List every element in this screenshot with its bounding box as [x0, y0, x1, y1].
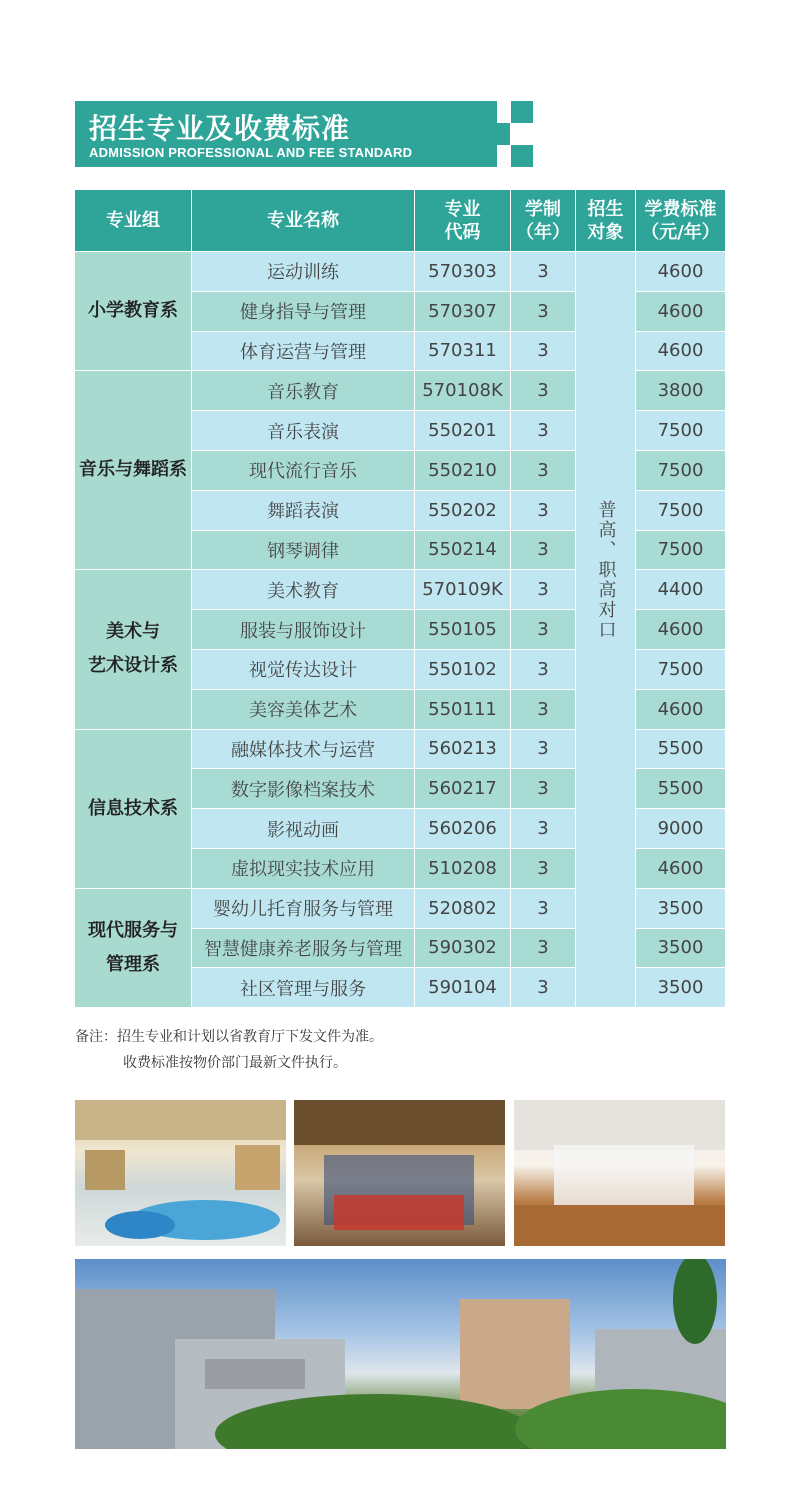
group-cell: 现代服务与 管理系 — [75, 889, 192, 1008]
major-code: 550202 — [415, 491, 511, 531]
study-years: 3 — [511, 968, 576, 1008]
major-code: 550214 — [415, 531, 511, 571]
major-name: 社区管理与服务 — [192, 968, 415, 1008]
study-years: 3 — [511, 292, 576, 332]
major-code: 560217 — [415, 769, 511, 809]
major-code: 570303 — [415, 252, 511, 292]
major-code: 560213 — [415, 730, 511, 770]
tuition-fee: 4600 — [636, 252, 726, 292]
group-photo-students — [514, 1100, 725, 1246]
tuition-fee: 4600 — [636, 292, 726, 332]
group-photo-teachers — [294, 1100, 505, 1246]
tuition-fee: 7500 — [636, 451, 726, 491]
major-name: 数字影像档案技术 — [192, 769, 415, 809]
group-cell: 音乐与舞蹈系 — [75, 371, 192, 570]
section-banner — [75, 101, 475, 167]
major-name: 智慧健康养老服务与管理 — [192, 929, 415, 969]
section-subtitle: ADMISSION PROFESSIONAL AND FEE STANDARD — [89, 145, 413, 160]
study-years: 3 — [511, 252, 576, 292]
major-name: 影视动画 — [192, 809, 415, 849]
study-years: 3 — [511, 411, 576, 451]
header-years: 学制 （年） — [511, 190, 576, 252]
major-name: 融媒体技术与运营 — [192, 730, 415, 770]
header-name: 专业名称 — [192, 190, 415, 252]
major-code: 570307 — [415, 292, 511, 332]
study-years: 3 — [511, 332, 576, 372]
group-cell: 美术与 艺术设计系 — [75, 570, 192, 729]
tuition-fee: 9000 — [636, 809, 726, 849]
campus-photo — [75, 1259, 726, 1449]
major-name: 运动训练 — [192, 252, 415, 292]
major-code: 560206 — [415, 809, 511, 849]
major-code: 510208 — [415, 849, 511, 889]
header-target: 招生 对象 — [576, 190, 636, 252]
major-name: 音乐教育 — [192, 371, 415, 411]
study-years: 3 — [511, 769, 576, 809]
admission-target — [576, 252, 636, 1008]
study-years: 3 — [511, 570, 576, 610]
tuition-fee: 5500 — [636, 769, 726, 809]
header-code: 专业 代码 — [415, 190, 511, 252]
header-group: 专业组 — [75, 190, 192, 252]
library-photo — [75, 1100, 286, 1246]
major-code: 590104 — [415, 968, 511, 1008]
study-years: 3 — [511, 650, 576, 690]
study-years: 3 — [511, 451, 576, 491]
major-name: 钢琴调律 — [192, 531, 415, 571]
section-title: 招生专业及收费标准 — [89, 112, 351, 145]
header-fee: 学费标准 （元/年） — [636, 190, 726, 252]
tuition-fee: 7500 — [636, 650, 726, 690]
study-years: 3 — [511, 690, 576, 730]
group-cell: 信息技术系 — [75, 730, 192, 889]
major-code: 570108K — [415, 371, 511, 411]
tuition-fee: 3800 — [636, 371, 726, 411]
tuition-fee: 4600 — [636, 849, 726, 889]
major-code: 520802 — [415, 889, 511, 929]
study-years: 3 — [511, 889, 576, 929]
study-years: 3 — [511, 730, 576, 770]
tuition-fee: 7500 — [636, 491, 726, 531]
tuition-fee: 4400 — [636, 570, 726, 610]
tuition-fee: 4600 — [636, 332, 726, 372]
major-name: 体育运营与管理 — [192, 332, 415, 372]
study-years: 3 — [511, 929, 576, 969]
major-name: 虚拟现实技术应用 — [192, 849, 415, 889]
tuition-fee: 4600 — [636, 610, 726, 650]
major-name: 现代流行音乐 — [192, 451, 415, 491]
major-name: 舞蹈表演 — [192, 491, 415, 531]
tuition-fee: 7500 — [636, 411, 726, 451]
study-years: 3 — [511, 531, 576, 571]
tuition-fee: 3500 — [636, 889, 726, 929]
major-code: 590302 — [415, 929, 511, 969]
major-name: 健身指导与管理 — [192, 292, 415, 332]
admission-target-text: 普高、职高对口 — [595, 500, 617, 641]
major-code: 550210 — [415, 451, 511, 491]
tuition-fee: 7500 — [636, 531, 726, 571]
study-years: 3 — [511, 849, 576, 889]
study-years: 3 — [511, 371, 576, 411]
note-line-2: 收费标准按物价部门最新文件执行。 — [123, 1055, 347, 1071]
major-name: 美容美体艺术 — [192, 690, 415, 730]
major-code: 550105 — [415, 610, 511, 650]
notes — [75, 1024, 383, 1076]
major-code: 550102 — [415, 650, 511, 690]
tuition-fee: 3500 — [636, 929, 726, 969]
note-line-1: 备注：招生专业和计划以省教育厅下发文件为准。 — [75, 1029, 383, 1045]
major-name: 视觉传达设计 — [192, 650, 415, 690]
major-code: 570109K — [415, 570, 511, 610]
major-name: 婴幼儿托育服务与管理 — [192, 889, 415, 929]
study-years: 3 — [511, 610, 576, 650]
major-code: 570311 — [415, 332, 511, 372]
major-name: 服装与服饰设计 — [192, 610, 415, 650]
study-years: 3 — [511, 491, 576, 531]
tuition-fee: 3500 — [636, 968, 726, 1008]
major-name: 美术教育 — [192, 570, 415, 610]
major-code: 550201 — [415, 411, 511, 451]
major-code: 550111 — [415, 690, 511, 730]
major-name: 音乐表演 — [192, 411, 415, 451]
tuition-fee: 5500 — [636, 730, 726, 770]
study-years: 3 — [511, 809, 576, 849]
group-cell: 小学教育系 — [75, 252, 192, 371]
tuition-fee: 4600 — [636, 690, 726, 730]
